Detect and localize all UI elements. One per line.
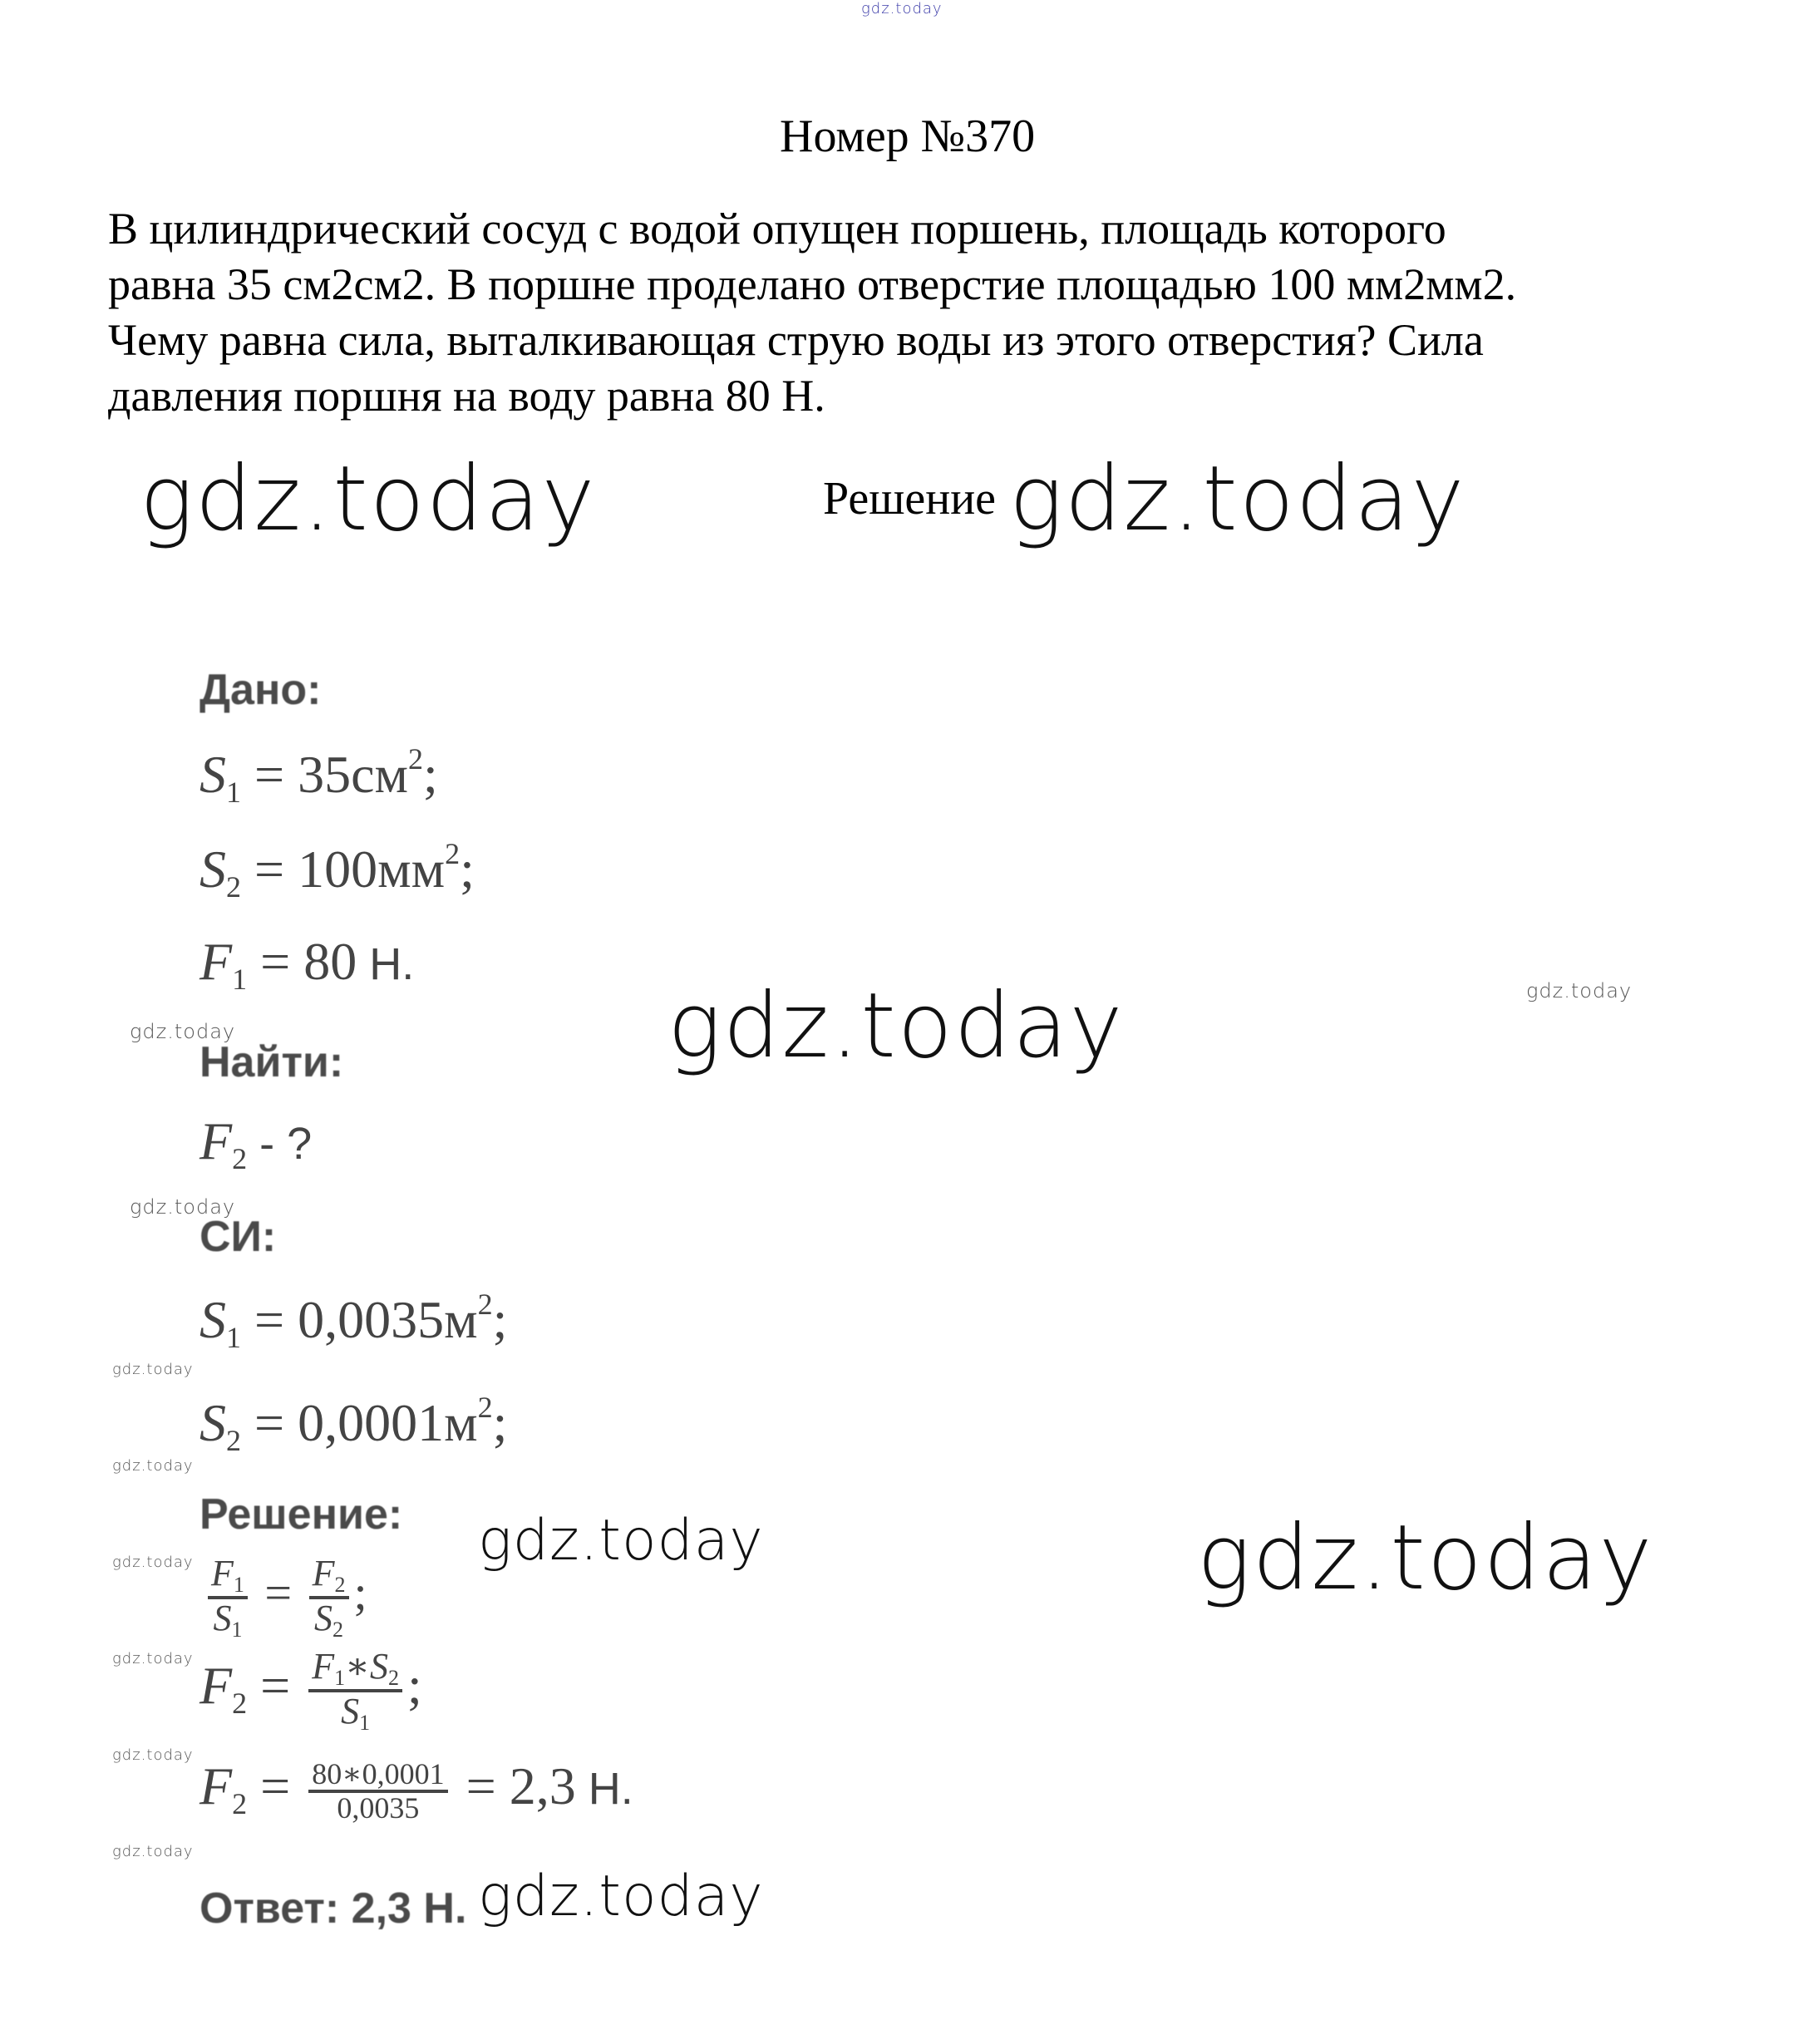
- watermark-large-3: gdz.today: [667, 974, 1125, 1078]
- formula-ratio: $\frac{F_1}{S_1}$ = $\frac{F_2}{S_2}$ ;: [203, 1554, 367, 1642]
- watermark-small-2: gdz.today: [130, 1195, 236, 1219]
- find-heading: Найти:: [200, 1038, 344, 1086]
- watermark-tiny-5: gdz.today: [112, 1746, 194, 1764]
- problem-line-3: Чему равна сила, выталкивающая струю воды из этого отверстия? Сила: [108, 315, 1484, 365]
- watermark-small-1: gdz.today: [130, 1020, 236, 1043]
- fraction-calc: [308, 1756, 447, 1825]
- si-heading: СИ:: [200, 1213, 277, 1261]
- result-value: 2,3: [509, 1756, 576, 1815]
- problem-line-4: давления поршня на воду равна 80 Н.: [108, 371, 825, 421]
- watermark-small-right: gdz.today: [1526, 979, 1633, 1002]
- page-title: Номер №370: [780, 111, 1036, 162]
- problem-line-2: равна 35 см2см2. В поршне проделано отверстие площадью 100 мм2мм2.: [108, 259, 1517, 309]
- watermark-medium-2: gdz.today: [478, 1864, 764, 1929]
- watermark-medium-1: gdz.today: [478, 1508, 764, 1574]
- given-s1: $S_1 = 35см^2$;: [200, 742, 438, 809]
- f1-value: 80: [303, 932, 357, 991]
- given-f1: $F_1 = 80$ Н.: [200, 932, 415, 996]
- watermark-tiny-3: gdz.today: [112, 1554, 194, 1571]
- watermark-tiny-6: gdz.today: [112, 1843, 194, 1860]
- watermark-large-4: gdz.today: [1197, 1506, 1654, 1610]
- calc-numerator: 80∗0,0001: [312, 1756, 445, 1790]
- watermark-tiny-4: gdz.today: [112, 1650, 194, 1667]
- calc-denominator: 0,0035: [337, 1791, 420, 1825]
- s2-value: 100мм: [298, 840, 446, 899]
- formula-f2: $F_2$ = $\frac{F_1∗S_2}{S_1}$ ;: [200, 1646, 422, 1736]
- f1-unit: Н.: [369, 939, 415, 989]
- find-f2: $F_2$ - ?: [200, 1111, 313, 1175]
- result-unit: Н.: [588, 1764, 633, 1814]
- problem-text: [108, 201, 1687, 424]
- si-s2: $S_2 = 0,0001м^2$;: [200, 1391, 508, 1457]
- solution-heading: Решение:: [200, 1490, 403, 1539]
- s1-si-value: 0,0035м: [298, 1290, 478, 1349]
- watermark-tiny-2: gdz.today: [112, 1457, 194, 1475]
- watermark-large-2: gdz.today: [1009, 447, 1466, 551]
- solution-label: Решение: [823, 473, 997, 525]
- s1-value: 35см: [298, 745, 408, 804]
- given-heading: Дано:: [200, 666, 322, 714]
- answer: Ответ: 2,3 Н.: [200, 1884, 467, 1933]
- si-s1: $S_1 = 0,0035м^2$;: [200, 1288, 508, 1354]
- formula-calc: $F_2$ = $\frac{80∗0,0001}{0,0035}$ = 2,3 Н.: [200, 1756, 633, 1825]
- watermark-top: gdz.today: [861, 0, 943, 17]
- fraction-f2-s2: $\frac{F_2}{S_2}$: [309, 1554, 349, 1642]
- given-s2: $S_2 = 100мм^2$;: [200, 837, 475, 904]
- problem-line-1: В цилиндрический сосуд с водой опущен поршень, площадь которого: [108, 204, 1446, 254]
- watermark-tiny-1: gdz.today: [112, 1361, 194, 1378]
- s2-si-value: 0,0001м: [298, 1393, 478, 1452]
- fraction-f1-s1: $\frac{F_1}{S_1}$: [208, 1554, 248, 1642]
- find-tail: - ?: [247, 1119, 313, 1169]
- fraction-f1s2-s1: $\frac{F_1∗S_2}{S_1}$: [308, 1648, 402, 1735]
- watermark-large-1: gdz.today: [140, 447, 597, 551]
